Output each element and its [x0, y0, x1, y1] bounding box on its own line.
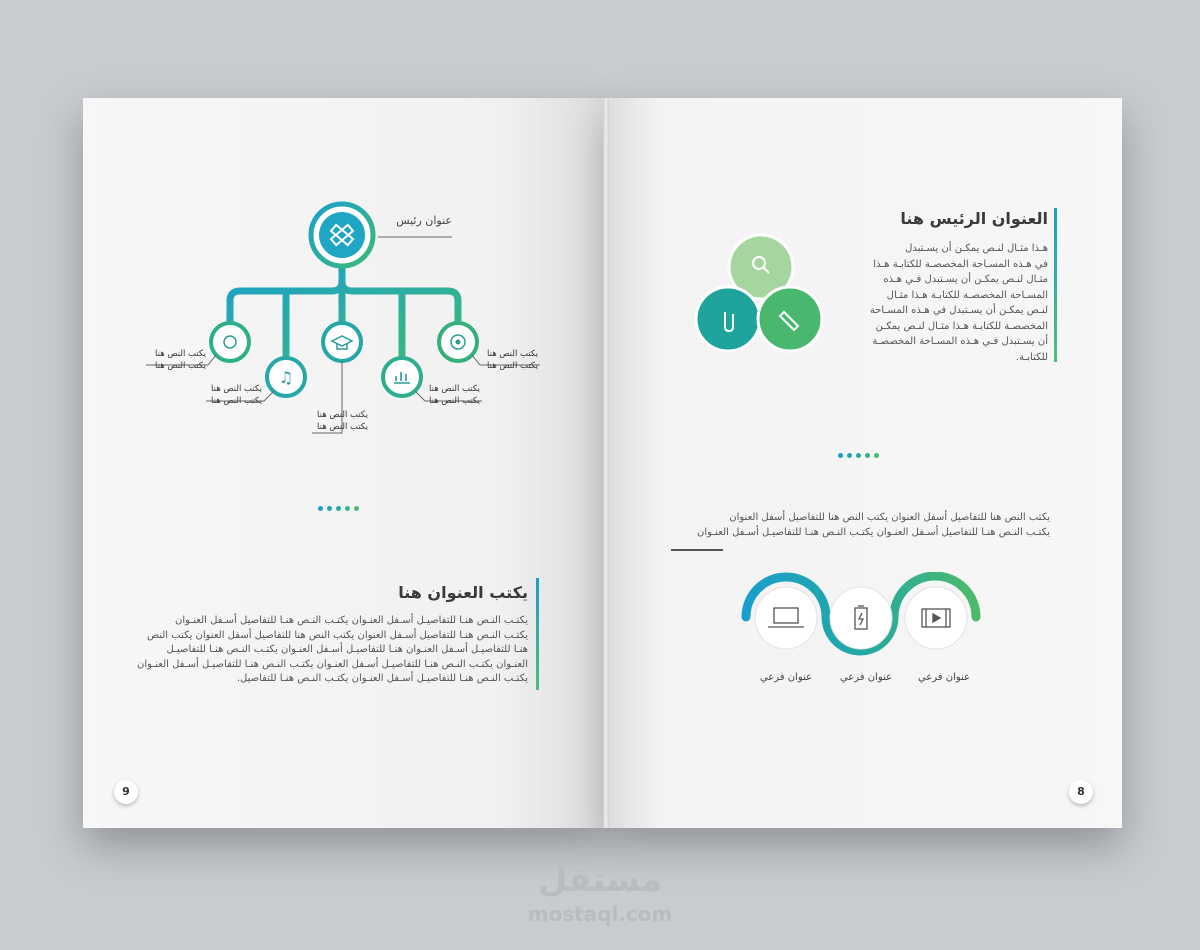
- wave-diagram: [740, 572, 985, 664]
- node-chart: [383, 358, 421, 396]
- accent-bar-right: [1054, 208, 1057, 362]
- node-music: [267, 358, 305, 396]
- page-number-left: 9: [114, 780, 138, 804]
- right-main-heading: العنوان الرئيس هنا: [900, 209, 1048, 228]
- node-label-gear: يكتب النص هنا يكتب النص هنا: [155, 349, 206, 371]
- watermark-latin: mostaql.com: [527, 902, 673, 926]
- watermark-arabic: مستقل: [537, 860, 663, 900]
- music-icon: ♫: [278, 368, 294, 387]
- wave-label-1: عنوان فرعي: [759, 672, 812, 683]
- wave-node-film: [905, 587, 967, 649]
- wave-label-3: عنوان فرعي: [917, 672, 970, 683]
- accent-bar-left: [536, 578, 539, 690]
- wave-node-battery: [830, 587, 892, 649]
- wave-label-2: عنوان فرعي: [839, 672, 892, 683]
- node-label-chart: يكتب النص هنا يكتب النص هنا: [429, 384, 480, 406]
- node-label-graduation: يكتب النص هنا يكتب النص هنا: [317, 410, 368, 432]
- dots-divider-right: [836, 443, 881, 462]
- node-graduation: [323, 323, 361, 361]
- wave-node-laptop: [755, 587, 817, 649]
- page-number-right: 8: [1069, 780, 1093, 804]
- left-section-heading: يكتب العنوان هنا: [398, 583, 528, 602]
- node-gear: [211, 323, 249, 361]
- node-label-target: يكتب النص هنا يكتب النص هنا: [487, 349, 538, 371]
- node-target: [439, 323, 477, 361]
- main-node-label: عنوان رئيس: [396, 214, 452, 227]
- dots-divider-left: [316, 496, 361, 515]
- book-spine: [603, 98, 609, 828]
- left-section-body: يكتـب النـص هنـا للتفاصيـل أسـفل العنـوان يكتـب النـص هنـا للتفاصيل أسـفل العنـوان يكتـب النـص هنـا للتفاصيل أسـفل العنوان يكتب النص هنا للتفاصيل أسفل العنوان يكتب النص هنـا للتفاصيـل أسـفل العنـوان هنـا للتفاصيـل أسـفل العنـوان يكتـب النـص هنـا للتفاصيـل العنـوان يكتـب النـص هنـا للتفاصيـل أسـفل العنـوان يكتـب النـص هنـا للتفاصيـل أسـفل العنـوان يكتـب النـص هنـا للتفاصيـل أسـفل العنـوان يكتـب النـص هنـا للتفاصيل.: [137, 615, 528, 684]
- venn-circles: [690, 230, 830, 360]
- underline-rule: [671, 549, 723, 551]
- right-main-body: هـذا مثـال لنـص يمكـن أن يسـتبدل في هـذه المسـاحة المخصصـة للكتابـة هـذا مثـال لنـص يمكـن أن يسـتبدل فـي هـذه المسـاحة المخصصـة للكتابـة هـذا مثـال لنـص يمكـن أن يسـتبدل في هـذه المسـاحة المخصصـة للكتابـة هـذا مثـال لنـص يمكـن أن يسـتبدل فـي هـذه المسـاحة المخصصـة للكتابـة.: [869, 243, 1048, 363]
- right-section2-body: يكتب النص هنا للتفاصيل أسفل العنوان يكتب النص هنا للتفاصيل أسفل العنوان يكتـب النـص هنـا للتفاصيل أسـفل العنـوان يكتـب النـص هنـا للتفاصيـل أسـفل العنـوان: [697, 512, 1050, 538]
- right-page: [608, 98, 1122, 828]
- node-label-music: يكتب النص هنا يكتب النص هنا: [211, 384, 262, 406]
